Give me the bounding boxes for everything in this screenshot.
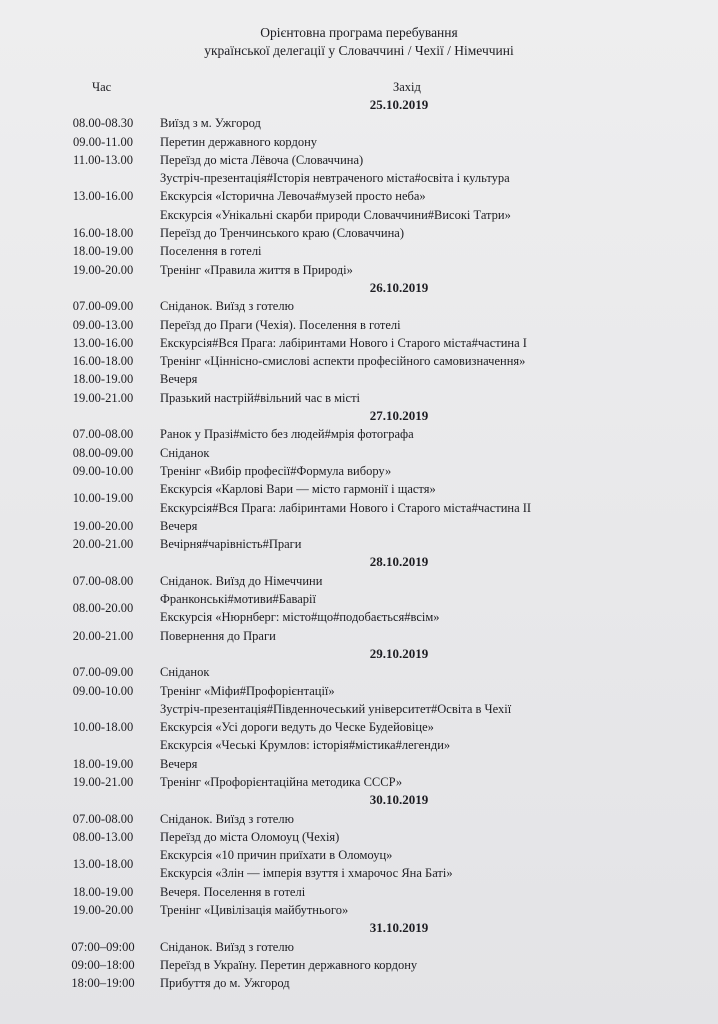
time-cell: 10.00-19.00 — [72, 491, 134, 506]
schedule-row — [0, 773, 718, 791]
date-row — [0, 279, 718, 297]
event-cell: Сніданок. Виїзд з готелю — [160, 939, 294, 954]
date-row — [0, 919, 718, 937]
schedule-row — [0, 370, 718, 388]
event-cell: Екскурсія#Вся Прага: лабіринтами Нового і Старого міста#частина І — [160, 335, 527, 350]
event-cell: Зустріч-презентація#Південночеський університет#Освіта в Чехії — [160, 701, 512, 716]
date-heading: 26.10.2019 — [369, 279, 429, 295]
date-heading: 30.10.2019 — [369, 792, 429, 808]
event-cell: Франконські#мотиви#Баварії — [160, 592, 316, 607]
schedule-row — [0, 755, 718, 773]
event-cell: Екскурсія «Історична Левоча#музей просто неба» — [160, 189, 426, 204]
schedule-row — [0, 114, 718, 132]
schedule-row — [0, 810, 718, 828]
schedule-table — [0, 96, 718, 993]
date-row — [0, 96, 718, 114]
schedule-row — [0, 535, 718, 553]
schedule-row — [0, 572, 718, 590]
time-cell: 20.00-21.00 — [72, 537, 134, 552]
schedule-row — [0, 261, 718, 279]
schedule-row — [0, 224, 718, 242]
event-cell: Тренінг «Вибір професії#Формула вибору» — [160, 463, 392, 478]
event-cell: Тренінг «Міфи#Профорієнтації» — [160, 683, 335, 698]
date-heading: 27.10.2019 — [369, 408, 429, 424]
event-cell: Сніданок. Виїзд з готелю — [160, 811, 294, 826]
time-cell: 07.00-09.00 — [72, 665, 134, 680]
schedule-row — [0, 663, 718, 681]
schedule-row — [0, 846, 718, 883]
date-row — [0, 407, 718, 425]
schedule-row — [0, 151, 718, 169]
event-cell: Переїзд до Тренчинського краю (Словаччина) — [160, 226, 404, 241]
schedule-row — [0, 700, 718, 718]
schedule-row — [0, 316, 718, 334]
column-header-event: Захід — [393, 80, 421, 94]
schedule-row — [0, 297, 718, 315]
event-cell: Екскурсія#Вся Прага: лабіринтами Нового і Старого міста#частина II — [160, 500, 532, 515]
schedule-row — [0, 682, 718, 700]
event-cell: Екскурсія «Злін — імперія взуття і хмарочос Яна Баті» — [160, 866, 453, 881]
event-cell: Екскурсія «10 причин приїхати в Оломоуц» — [160, 848, 393, 863]
schedule-row — [0, 206, 718, 224]
time-cell: 18:00–19:00 — [71, 976, 135, 991]
event-cell: Зустріч-презентація#Історія невтраченого міста#освіта і культура — [160, 171, 510, 186]
time-cell: 08.00-09.00 — [72, 445, 134, 460]
date-row — [0, 791, 718, 809]
schedule-row — [0, 169, 718, 187]
schedule-row — [0, 718, 718, 736]
time-cell: 08.00-20.00 — [72, 601, 134, 616]
time-cell: 16.00-18.00 — [72, 354, 134, 369]
schedule-row — [0, 242, 718, 260]
event-cell: Вечеря — [160, 756, 198, 771]
schedule-row — [0, 334, 718, 352]
date-row — [0, 645, 718, 663]
event-cell: Поселення в готелі — [160, 244, 262, 259]
time-cell: 18.00-19.00 — [72, 372, 134, 387]
event-cell: Переїзд до міста Оломоуц (Чехія) — [160, 829, 340, 844]
document-title: Орієнтовна програма перебування — [260, 25, 458, 40]
date-heading: 29.10.2019 — [369, 645, 429, 661]
schedule-row — [0, 627, 718, 645]
date-heading: 28.10.2019 — [369, 554, 429, 570]
time-cell: 08.00-08.30 — [72, 116, 134, 131]
event-cell: Прибуття до м. Ужгород — [160, 976, 290, 991]
schedule-row — [0, 462, 718, 480]
time-cell: 13.00-16.00 — [72, 189, 134, 204]
event-cell: Вечеря. Поселення в готелі — [160, 884, 306, 899]
time-cell: 18.00-19.00 — [72, 244, 134, 259]
date-heading: 31.10.2019 — [369, 920, 429, 936]
time-cell: 07.00-08.00 — [72, 811, 134, 826]
time-cell: 20.00-21.00 — [72, 628, 134, 643]
time-cell: 07:00–09:00 — [71, 939, 135, 954]
event-cell: Переїзд до міста Лёвоча (Словаччина) — [160, 152, 364, 167]
time-cell: 19.00-20.00 — [72, 903, 134, 918]
time-cell: 07.00-08.00 — [72, 573, 134, 588]
time-cell: 19.00-21.00 — [72, 774, 134, 789]
event-cell: Сніданок. Виїзд до Німеччини — [160, 573, 323, 588]
time-cell: 19.00-20.00 — [72, 262, 134, 277]
schedule-row — [0, 444, 718, 462]
event-cell: Вечірня#чарівність#Праги — [160, 537, 302, 552]
time-cell: 10.00-18.00 — [72, 720, 134, 735]
schedule-row — [0, 828, 718, 846]
event-cell: Виїзд з м. Ужгород — [160, 116, 261, 131]
event-cell: Сніданок — [160, 445, 210, 460]
date-heading: 25.10.2019 — [369, 97, 429, 112]
time-cell: 16.00-18.00 — [72, 226, 134, 241]
schedule-row — [0, 389, 718, 407]
event-cell: Переїзд до Праги (Чехія). Поселення в готелі — [160, 317, 401, 332]
time-cell: 18.00-19.00 — [72, 884, 134, 899]
event-cell: Сніданок — [160, 665, 210, 680]
event-cell: Переїзд в Україну. Перетин державного кордону — [160, 957, 418, 972]
schedule-row — [0, 480, 718, 517]
schedule-row — [0, 517, 718, 535]
schedule-row — [0, 736, 718, 754]
event-cell: Вечеря — [160, 518, 198, 533]
event-cell: Екскурсія «Карлові Вари — місто гармонії і щастя» — [160, 482, 436, 497]
schedule-row — [0, 425, 718, 443]
event-cell: Празький настрій#вільний час в місті — [160, 390, 361, 405]
schedule-row — [0, 133, 718, 151]
time-cell: 09.00-11.00 — [73, 134, 133, 149]
time-cell: 07.00-09.00 — [72, 299, 134, 314]
event-cell: Ранок у Празі#місто без людей#мрія фотографа — [160, 427, 414, 442]
column-header-time: Час — [92, 80, 112, 94]
time-cell: 09:00–18:00 — [71, 957, 135, 972]
time-cell: 07.00-08.00 — [72, 427, 134, 442]
schedule-row — [0, 883, 718, 901]
time-cell: 13.00-16.00 — [72, 335, 134, 350]
schedule-row — [0, 352, 718, 370]
time-cell: 19.00-20.00 — [72, 518, 134, 533]
event-cell: Екскурсія «Унікальні скарби природи Словаччини#Високі Татри» — [160, 207, 511, 222]
event-cell: Повернення до Праги — [160, 628, 276, 643]
time-cell: 18.00-19.00 — [72, 756, 134, 771]
time-cell: 09.00-10.00 — [72, 463, 134, 478]
event-cell: Тренінг «Правила життя в Природі» — [160, 262, 353, 277]
schedule-row — [0, 956, 718, 974]
event-cell: Екскурсія «Нюрнберг: місто#що#подобається#всім» — [160, 610, 440, 625]
time-cell: 09.00-13.00 — [72, 317, 134, 332]
time-cell: 13.00-18.00 — [72, 857, 134, 872]
time-cell: 08.00-13.00 — [72, 829, 134, 844]
time-cell: 09.00-10.00 — [72, 683, 134, 698]
document-subtitle: української делегації у Словаччині / Чехії / Німеччині — [204, 43, 514, 58]
event-cell: Перетин державного кордону — [160, 134, 318, 149]
schedule-row — [0, 901, 718, 919]
event-cell: Тренінг «Профорієнтаційна методика СССР» — [160, 774, 403, 789]
event-cell: Вечеря — [160, 372, 198, 387]
schedule-row — [0, 187, 718, 205]
schedule-row — [0, 938, 718, 956]
event-cell: Сніданок. Виїзд з готелю — [160, 299, 294, 314]
event-cell: Екскурсія «Усі дороги ведуть до Ческе Будейовіце» — [160, 720, 434, 735]
event-cell: Екскурсія «Чеські Крумлов: історія#містика#легенди» — [160, 738, 451, 753]
time-cell: 11.00-13.00 — [73, 152, 133, 167]
time-cell: 19.00-21.00 — [72, 390, 134, 405]
date-row — [0, 553, 718, 571]
schedule-row — [0, 974, 718, 992]
event-cell: Тренінг «Цивілізація майбутнього» — [160, 903, 349, 918]
schedule-row — [0, 590, 718, 627]
event-cell: Тренінг «Ціннісно-смислові аспекти професійного самовизначення» — [160, 354, 526, 369]
